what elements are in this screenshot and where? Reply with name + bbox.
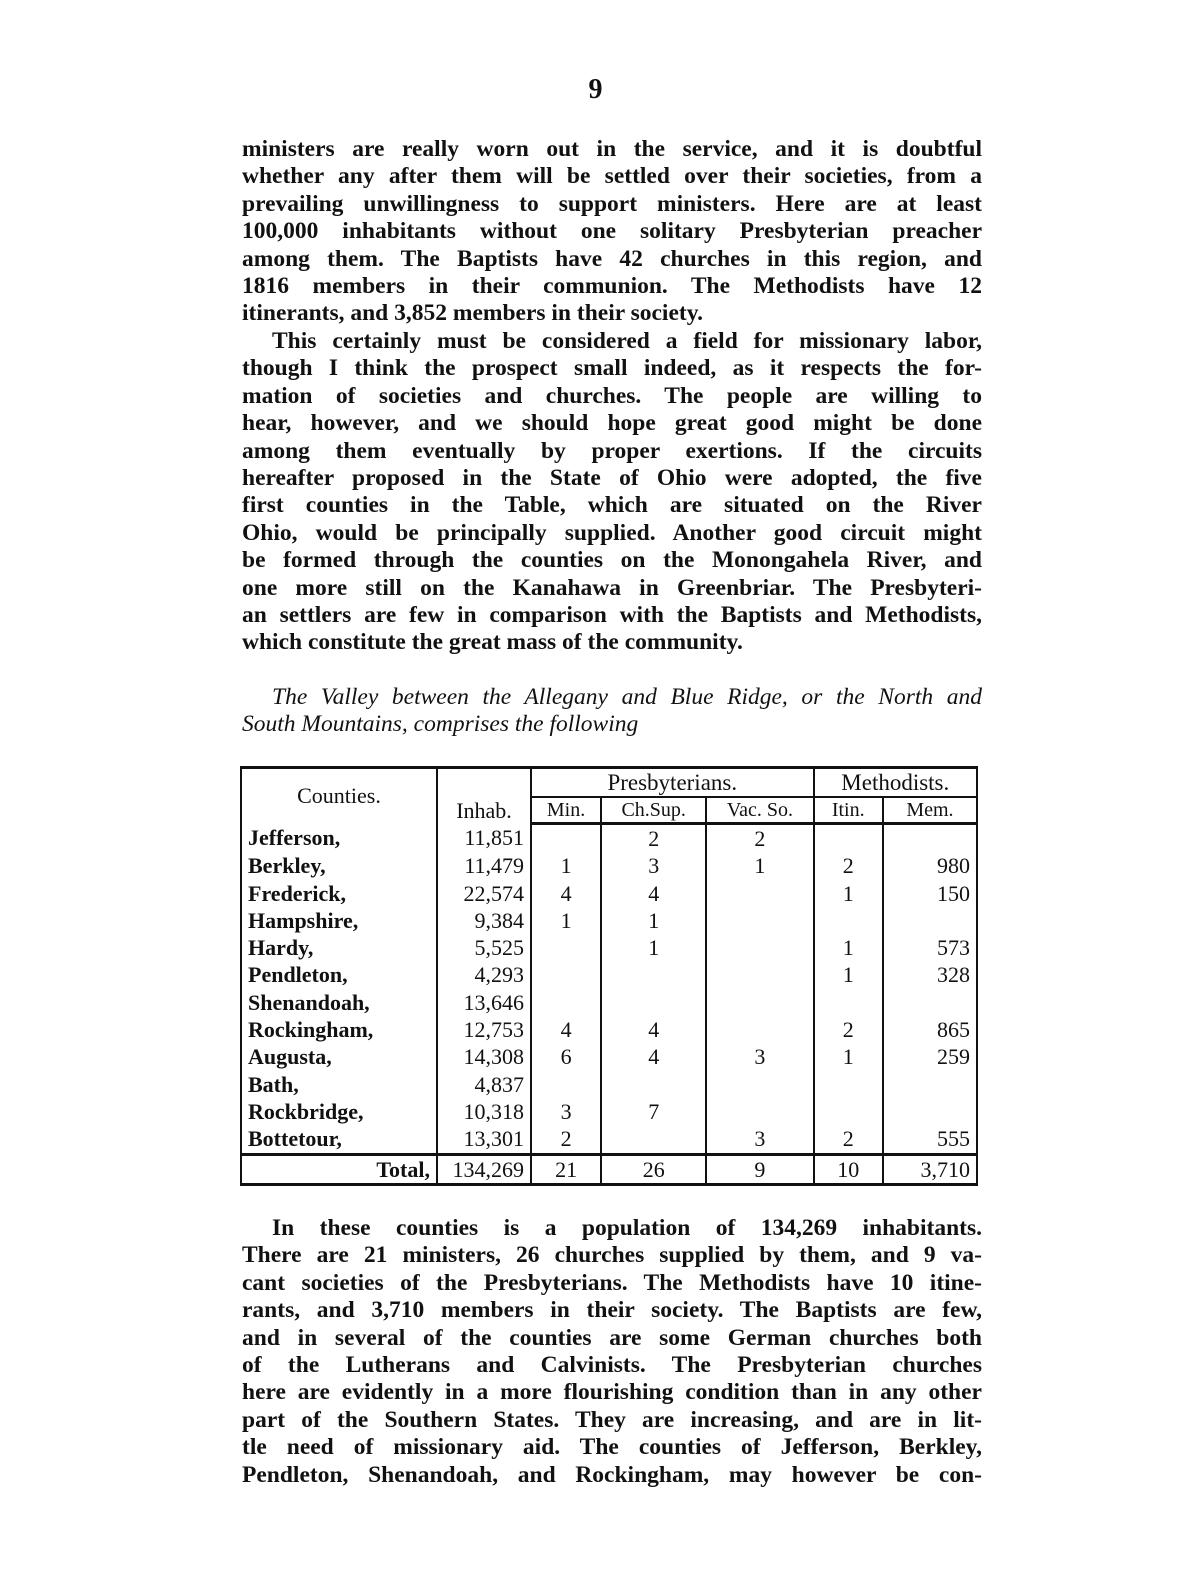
cell-min: 1 (531, 853, 601, 880)
cell-ch-sup (601, 1071, 706, 1098)
cell-itin (814, 1071, 883, 1098)
cell-ch-sup (601, 1126, 706, 1155)
cell-ch-sup: 4 (601, 1016, 706, 1043)
text-line: There are 21 ministers, 26 churches supplied by them, and 9 va- (242, 1242, 982, 1269)
cell-min (531, 934, 601, 961)
cell-vac-so (706, 1071, 813, 1098)
cell-ch-sup: 3 (601, 853, 706, 880)
cell-county: Hampshire, (241, 907, 437, 934)
cell-ch-sup: 4 (601, 1044, 706, 1071)
cell-county: Augusta, (241, 1044, 437, 1071)
table-row (241, 989, 977, 1016)
cell-vac-so (706, 1016, 813, 1043)
cell-mem: 865 (883, 1016, 977, 1043)
table-row (241, 1098, 977, 1125)
paragraph-2 (242, 328, 982, 657)
cell-inhab: 11,851 (437, 824, 531, 853)
cell-vac-so (706, 907, 813, 934)
text-line: hear, however, and we should hope great good might be done (242, 410, 982, 437)
cell-mem: 555 (883, 1126, 977, 1155)
text-line: which constitute the great mass of the community. (242, 629, 743, 656)
text-line: and in several of the counties are some German churches both (242, 1324, 982, 1351)
cell-min: 1 (531, 907, 601, 934)
text-line: though I think the prospect small indeed, as it respects the for- (242, 355, 982, 382)
cell-vac-so: 2 (706, 824, 813, 853)
text-line: Ohio, would be principally supplied. Another good circuit might (242, 519, 982, 546)
text-line: whether any after them will be settled over their societies, from a (242, 163, 982, 190)
header-vac-so: Vac. So. (706, 797, 813, 824)
text-line: one more still on the Kanahawa in Greenbriar. The Presbyteri- (242, 574, 982, 601)
cell-county: Rockingham, (241, 1016, 437, 1043)
cell-inhab: 4,293 (437, 962, 531, 989)
header-itin: Itin. (814, 797, 883, 824)
cell-min (531, 989, 601, 1016)
cell-inhab: 9,384 (437, 907, 531, 934)
text-line: mation of societies and churches. The people are willing to (242, 382, 982, 409)
cell-min (531, 1071, 601, 1098)
header-counties: Counties. (241, 768, 437, 824)
cell-mem: 573 (883, 934, 977, 961)
table-row (241, 1126, 977, 1155)
text-line: This certainly must be considered a field for missionary labor, (272, 328, 982, 354)
cell-inhab: 13,301 (437, 1126, 531, 1155)
text-line: prevailing unwillingness to support ministers. Here are at least (242, 190, 982, 217)
cell-mem (883, 907, 977, 934)
table-row (241, 907, 977, 934)
cell-vac-so: 9 (706, 1154, 813, 1184)
cell-county: Rockbridge, (241, 1098, 437, 1125)
text-line: be formed through the counties on the Monongahela River, and (242, 547, 982, 574)
text-line: rants, and 3,710 members in their society. The Baptists are few, (242, 1297, 982, 1324)
cell-vac-so: 1 (706, 853, 813, 880)
text-line: 100,000 inhabitants without one solitary Presbyterian preacher (242, 218, 982, 245)
text-line: 1816 members in their communion. The Methodists have 12 (242, 272, 982, 299)
text-line: South Mountains, comprises the following (242, 711, 639, 738)
header-inhab: Inhab. (437, 768, 531, 824)
cell-min: 2 (531, 1126, 601, 1155)
cell-mem: 3,710 (883, 1154, 977, 1184)
paragraph-3 (242, 1215, 982, 1489)
cell-inhab: 4,837 (437, 1071, 531, 1098)
table-caption (242, 684, 982, 739)
cell-vac-so (706, 1098, 813, 1125)
cell-county: Hardy, (241, 934, 437, 961)
cell-inhab: 11,479 (437, 853, 531, 880)
table-row (241, 1016, 977, 1043)
cell-mem (883, 1071, 977, 1098)
cell-mem: 150 (883, 880, 977, 907)
cell-county: Shenandoah, (241, 989, 437, 1016)
text-line: among them eventually by proper exertions. If the circuits (242, 437, 982, 464)
cell-itin (814, 1098, 883, 1125)
text-line: an settlers are few in comparison with the Baptists and Methodists, (242, 601, 982, 628)
header-presbyterians: Presbyterians. (531, 768, 814, 798)
text-line: cant societies of the Presbyterians. The Methodists have 10 itine- (242, 1269, 982, 1296)
total-row (241, 1154, 977, 1184)
cell-itin: 1 (814, 1044, 883, 1071)
header-mem: Mem. (883, 797, 977, 824)
cell-mem (883, 1098, 977, 1125)
cell-vac-so: 3 (706, 1044, 813, 1071)
cell-vac-so (706, 880, 813, 907)
table-row (241, 880, 977, 907)
cell-inhab: 5,525 (437, 934, 531, 961)
header-ch-sup: Ch.Sup. (601, 797, 706, 824)
cell-itin: 2 (814, 1126, 883, 1155)
cell-itin: 1 (814, 934, 883, 961)
cell-vac-so (706, 934, 813, 961)
cell-inhab: 134,269 (437, 1154, 531, 1184)
cell-county: Pendleton, (241, 962, 437, 989)
page-number: 9 (588, 74, 603, 105)
county-table (240, 766, 978, 1186)
cell-mem: 328 (883, 962, 977, 989)
cell-min (531, 962, 601, 989)
cell-min: 4 (531, 1016, 601, 1043)
text-line: among them. The Baptists have 42 churches in this region, and (242, 245, 982, 272)
cell-itin (814, 989, 883, 1016)
cell-itin (814, 907, 883, 934)
cell-county: Total, (241, 1154, 437, 1184)
cell-mem (883, 989, 977, 1016)
cell-ch-sup: 7 (601, 1098, 706, 1125)
cell-mem: 980 (883, 853, 977, 880)
cell-ch-sup (601, 962, 706, 989)
cell-county: Bottetour, (241, 1126, 437, 1155)
cell-itin: 2 (814, 853, 883, 880)
cell-vac-so (706, 962, 813, 989)
cell-min: 4 (531, 880, 601, 907)
cell-county: Jefferson, (241, 824, 437, 853)
cell-inhab: 22,574 (437, 880, 531, 907)
cell-county: Frederick, (241, 880, 437, 907)
cell-county: Berkley, (241, 853, 437, 880)
text-line: here are evidently in a more flourishing condition than in any other (242, 1379, 982, 1406)
table-row (241, 934, 977, 961)
cell-ch-sup: 2 (601, 824, 706, 853)
cell-vac-so (706, 989, 813, 1016)
paragraph-1 (242, 136, 982, 328)
header-methodists: Methodists. (814, 768, 977, 798)
cell-ch-sup: 1 (601, 934, 706, 961)
cell-min: 6 (531, 1044, 601, 1071)
header-min: Min. (531, 797, 601, 824)
cell-itin: 1 (814, 962, 883, 989)
cell-inhab: 14,308 (437, 1044, 531, 1071)
cell-ch-sup: 1 (601, 907, 706, 934)
text-line: ministers are really worn out in the service, and it is doubtful (242, 136, 982, 162)
cell-itin: 1 (814, 880, 883, 907)
cell-min (531, 824, 601, 853)
cell-inhab: 10,318 (437, 1098, 531, 1125)
cell-vac-so: 3 (706, 1126, 813, 1155)
text-line: Pendleton, Shenandoah, and Rockingham, may however be con- (242, 1461, 982, 1488)
cell-itin: 10 (814, 1154, 883, 1184)
cell-ch-sup: 4 (601, 880, 706, 907)
text-line: of the Lutherans and Calvinists. The Presbyterian churches (242, 1351, 982, 1378)
text-line: hereafter proposed in the State of Ohio were adopted, the five (242, 464, 982, 491)
text-line: In these counties is a population of 134,269 inhabitants. (272, 1215, 982, 1241)
table-row (241, 1044, 977, 1071)
cell-mem (883, 824, 977, 853)
text-line: itinerants, and 3,852 members in their society. (242, 300, 704, 327)
cell-min: 21 (531, 1154, 601, 1184)
table-row (241, 824, 977, 853)
text-line: part of the Southern States. They are increasing, and are in lit- (242, 1406, 982, 1433)
text-line: The Valley between the Allegany and Blue Ridge, or the North and (272, 684, 982, 710)
cell-county: Bath, (241, 1071, 437, 1098)
cell-ch-sup: 26 (601, 1154, 706, 1184)
table-row (241, 962, 977, 989)
cell-inhab: 13,646 (437, 989, 531, 1016)
table-row (241, 1071, 977, 1098)
text-line: tle need of missionary aid. The counties of Jefferson, Berkley, (242, 1434, 982, 1461)
cell-mem: 259 (883, 1044, 977, 1071)
cell-itin (814, 824, 883, 853)
text-line: first counties in the Table, which are situated on the River (242, 492, 982, 519)
cell-itin: 2 (814, 1016, 883, 1043)
cell-min: 3 (531, 1098, 601, 1125)
cell-ch-sup (601, 989, 706, 1016)
table-row (241, 853, 977, 880)
cell-inhab: 12,753 (437, 1016, 531, 1043)
